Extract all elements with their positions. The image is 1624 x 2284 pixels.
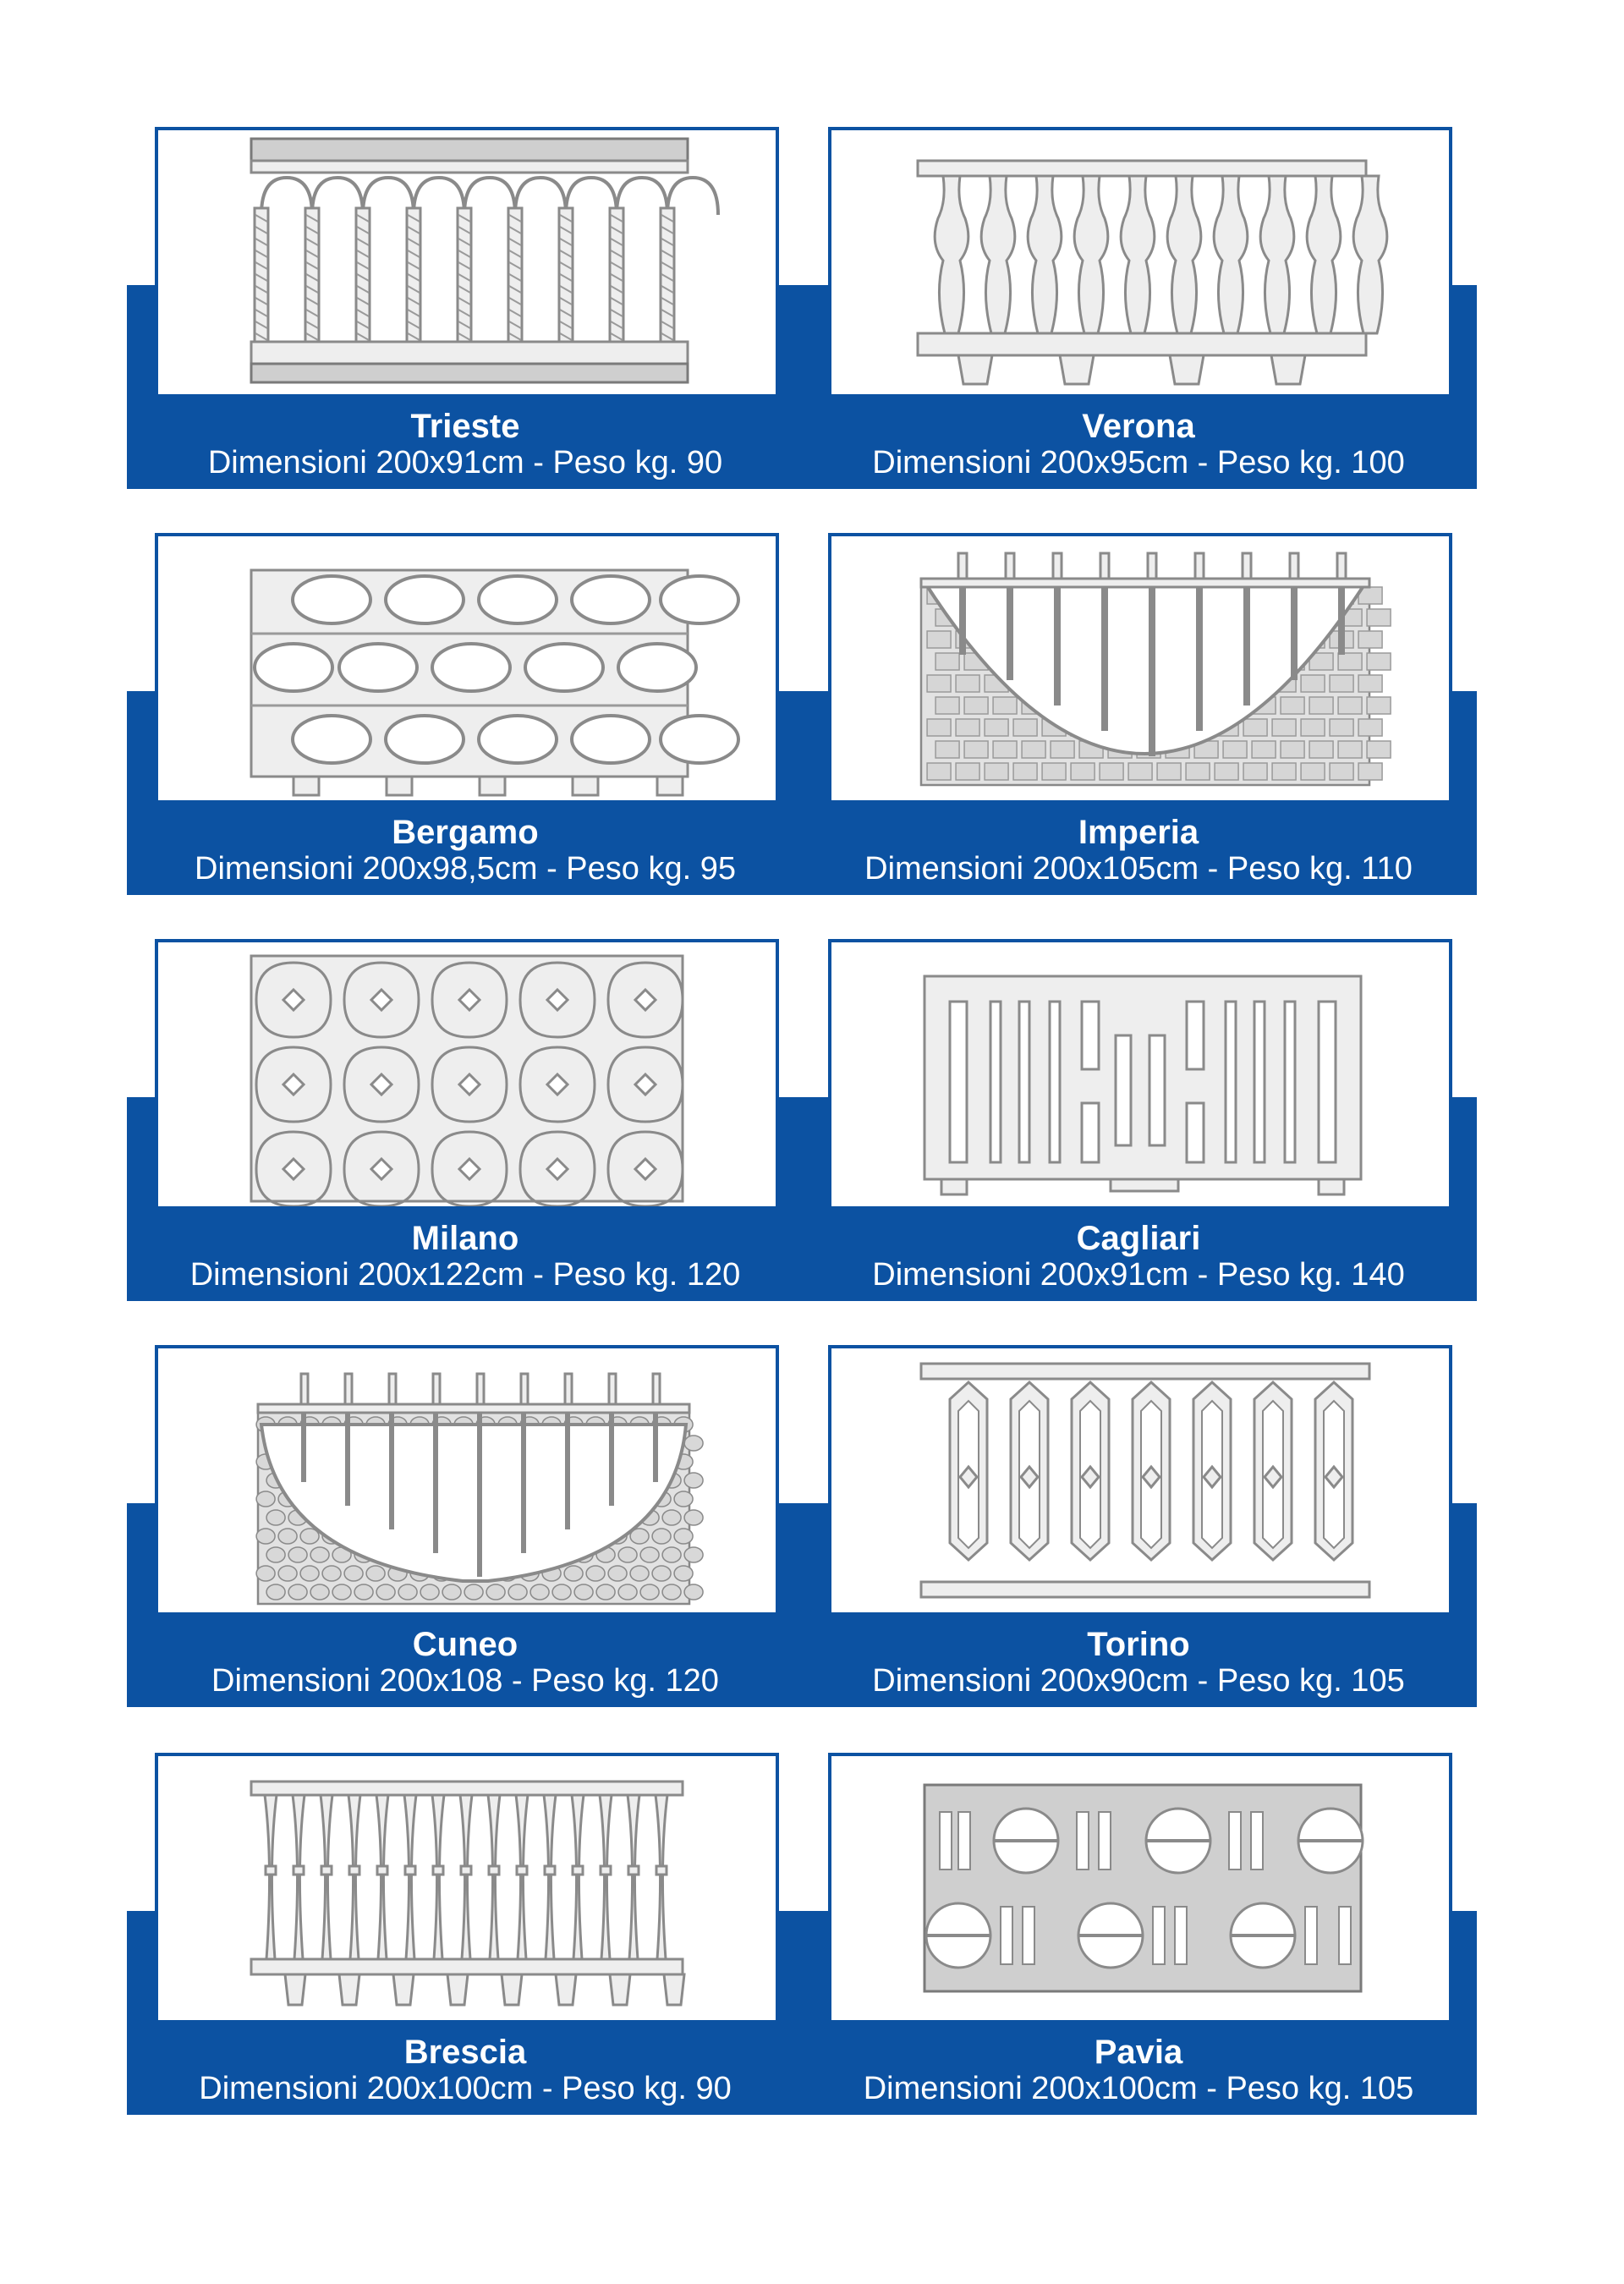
product-name: Trieste [410,408,520,445]
product-image-frame [155,533,779,804]
product-card-cagliari [800,939,1477,1301]
product-card-bergamo [127,533,804,895]
cagliari-balustrade-image [831,942,1449,1206]
brescia-balustrade-image [158,1756,776,2020]
product-image-frame [155,1345,779,1616]
product-card-verona [800,127,1477,489]
product-card-pavia [800,1753,1477,2115]
product-image-frame [828,939,1452,1210]
product-name: Brescia [403,2034,527,2071]
torino-balustrade-image [831,1348,1449,1612]
product-spec: Dimensioni 200x90cm - Peso kg. 105 [872,1663,1405,1699]
product-image-frame [155,1753,779,2023]
cuneo-balustrade-image [158,1348,776,1612]
product-spec: Dimensioni 200x108 - Peso kg. 120 [211,1663,719,1699]
product-spec: Dimensioni 200x105cm - Peso kg. 110 [864,851,1413,887]
verona-balustrade-image [831,130,1449,394]
imperia-balustrade-image [831,536,1449,800]
product-image-frame [828,533,1452,804]
product-image-frame [828,1753,1452,2023]
product-name: Cagliari [1076,1220,1201,1257]
product-name: Cuneo [412,1626,518,1663]
product-name: Imperia [1078,814,1199,851]
product-name: Milano [411,1220,519,1257]
product-card-brescia [127,1753,804,2115]
product-name: Pavia [1094,2034,1183,2071]
milano-balustrade-image [158,942,776,1206]
product-card-torino [800,1345,1477,1707]
product-spec: Dimensioni 200x100cm - Peso kg. 105 [863,2071,1414,2106]
product-image-frame [155,939,779,1210]
product-image-frame [828,1345,1452,1616]
pavia-balustrade-image [831,1756,1449,2020]
product-card-cuneo [127,1345,804,1707]
product-name: Bergamo [392,814,539,851]
product-spec: Dimensioni 200x95cm - Peso kg. 100 [872,445,1405,480]
product-card-imperia [800,533,1477,895]
product-spec: Dimensioni 200x91cm - Peso kg. 90 [207,445,723,480]
product-spec: Dimensioni 200x98,5cm - Peso kg. 95 [195,851,736,887]
product-name: Verona [1082,408,1195,445]
product-card-trieste [127,127,804,489]
product-name: Torino [1087,1626,1190,1663]
bergamo-balustrade-image [158,536,776,800]
product-spec: Dimensioni 200x122cm - Peso kg. 120 [189,1257,741,1293]
product-image-frame [828,127,1452,398]
product-image-frame [155,127,779,398]
product-spec: Dimensioni 200x91cm - Peso kg. 140 [872,1257,1405,1293]
product-card-milano [127,939,804,1301]
trieste-balustrade-image [158,130,776,394]
product-spec: Dimensioni 200x100cm - Peso kg. 90 [199,2071,732,2106]
